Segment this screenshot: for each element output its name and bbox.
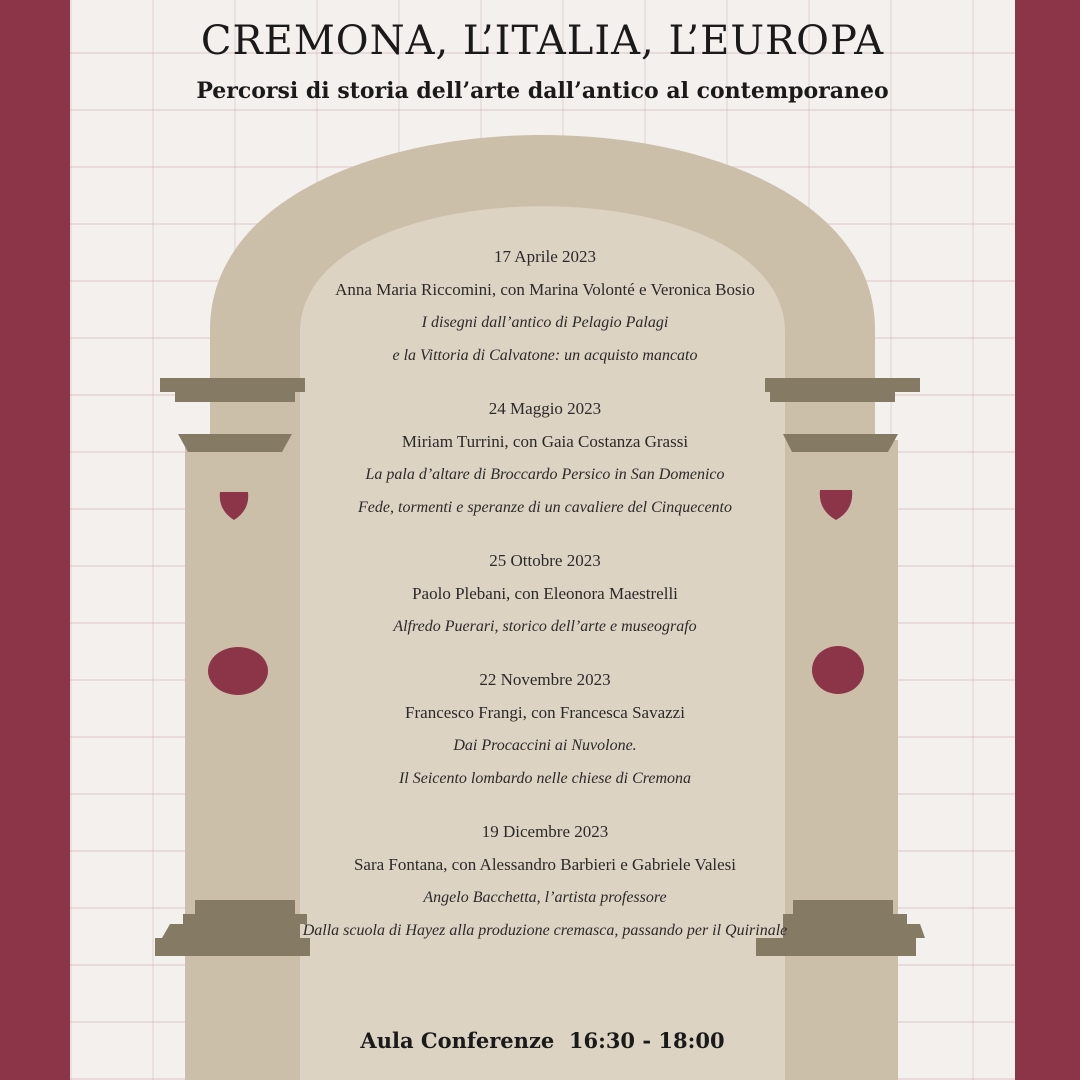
event-date: 25 Ottobre 2023 bbox=[489, 551, 601, 570]
event-speakers: Sara Fontana, con Alessandro Barbieri e Gabriele Valesi bbox=[353, 855, 737, 874]
left-column-shaft bbox=[185, 440, 295, 1080]
event-date: 17 Aprile 2023 bbox=[494, 247, 596, 266]
event-item bbox=[295, 815, 795, 947]
event-title-line: Dai Procaccini ai Nuvolone. bbox=[453, 737, 637, 754]
right-medallion-lower bbox=[812, 646, 864, 694]
event-speakers: Paolo Plebani, con Eleonora Maestrelli bbox=[412, 584, 678, 603]
event-date: 22 Novembre 2023 bbox=[479, 670, 611, 689]
event-item bbox=[295, 392, 795, 524]
event-title-line: Alfredo Puerari, storico dell’arte e museografo bbox=[393, 618, 697, 635]
left-column-base bbox=[155, 900, 310, 956]
event-item bbox=[295, 663, 795, 795]
event-title-line: Angelo Bacchetta, l’artista professore bbox=[423, 889, 667, 906]
poster-subtitle: Percorsi di storia dell’arte dall’antico al contemporaneo bbox=[196, 78, 889, 104]
event-title-line: I disegni dall’antico di Pelagio Palagi bbox=[421, 314, 669, 331]
event-speakers: Anna Maria Riccomini, con Marina Volonté e Veronica Bosio bbox=[335, 280, 755, 299]
right-column-shaft bbox=[788, 440, 898, 1080]
event-date: 24 Maggio 2023 bbox=[488, 399, 602, 418]
event-date: 19 Dicembre 2023 bbox=[481, 822, 609, 841]
event-title-line: Il Seicento lombardo nelle chiese di Cremona bbox=[398, 770, 692, 787]
poster-title: CREMONA, L’ITALIA, L’EUROPA bbox=[200, 18, 885, 64]
event-title-line: Dalla scuola di Hayez alla produzione cremasca, passando per il Quirinale bbox=[302, 922, 788, 939]
venue-time: Aula Conferenze 16:30 - 18:00 bbox=[360, 1028, 725, 1053]
event-title-line: e la Vittoria di Calvatone: un acquisto mancato bbox=[392, 347, 698, 364]
event-speakers: Francesco Frangi, con Francesca Savazzi bbox=[405, 703, 685, 722]
poster bbox=[70, 0, 1015, 1080]
left-medallion-lower bbox=[208, 647, 268, 695]
event-item bbox=[295, 544, 795, 643]
event-title-line: Fede, tormenti e speranze di un cavaliere del Cinquecento bbox=[358, 499, 732, 516]
event-speakers: Miriam Turrini, con Gaia Costanza Grassi bbox=[401, 432, 689, 451]
event-item bbox=[295, 240, 795, 372]
events-list bbox=[295, 240, 795, 967]
event-title-line: La pala d’altare di Broccardo Persico in San Domenico bbox=[365, 466, 725, 483]
